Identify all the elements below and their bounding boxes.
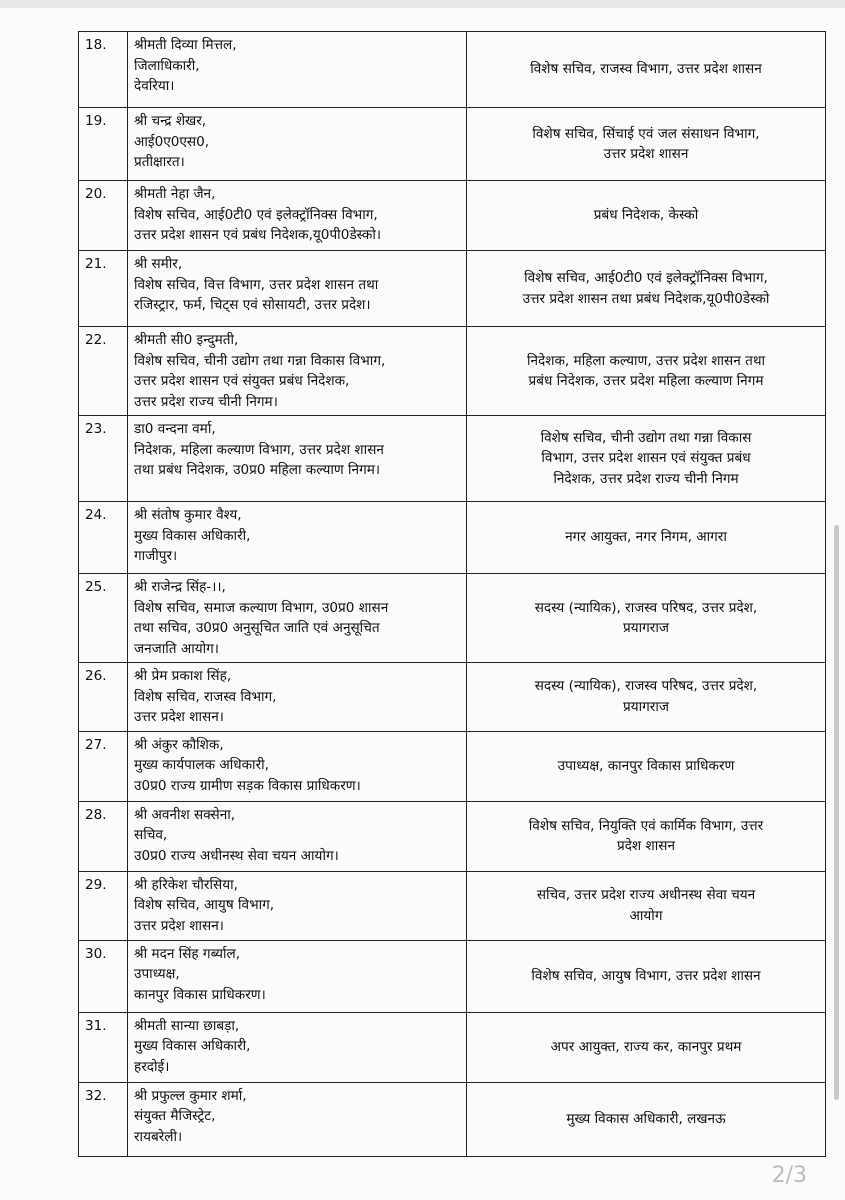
table-row xyxy=(79,108,826,181)
new-posting xyxy=(467,940,826,1012)
officer-line: विशेष सचिव, समाज कल्याण विभाग, उ0प्र0 शासन xyxy=(134,599,389,616)
officer-line: विशेष सचिव, राजस्व विभाग, xyxy=(134,688,277,705)
table-row xyxy=(79,1082,826,1156)
posting-line: विशेष सचिव, आई0टी0 एवं इलेक्ट्रॉनिक्स विभाग, xyxy=(524,270,768,286)
new-posting xyxy=(467,502,826,574)
page-indicator: 2/3 xyxy=(771,1163,807,1188)
serial-number: 30. xyxy=(79,940,128,1012)
officer-line: उ0प्र0 राज्य ग्रामीण सड़क विकास प्राधिकरण। xyxy=(134,777,361,794)
posting-line: निदेशक, महिला कल्याण, उत्तर प्रदेश शासन तथा xyxy=(526,352,766,369)
officer-current-posting xyxy=(128,502,467,574)
officer-line: श्री हरिकेश चौरसिया, xyxy=(134,876,238,893)
posting-line: प्रयागराज xyxy=(623,620,669,636)
posting-line: उपाध्यक्ष, कानपुर विकास प्राधिकरण xyxy=(557,757,735,774)
officer-line: उत्तर प्रदेश शासन। xyxy=(134,917,224,934)
table-row xyxy=(79,940,826,1012)
officer-line: श्री राजेन्द्र सिंह-।।, xyxy=(134,579,226,595)
officer-line: हरदोई। xyxy=(134,1058,170,1075)
serial-number: 24. xyxy=(79,502,128,574)
posting-line: नगर आयुक्त, नगर निगम, आगरा xyxy=(565,529,727,546)
officer-line: उत्तर प्रदेश शासन एवं संयुक्त प्रबंध निदेशक, xyxy=(134,373,350,389)
officer-line: रजिस्ट्रार, फर्म, चिट्स एवं सोसायटी, उत्तर प्रदेश। xyxy=(134,297,371,313)
serial-number: 18. xyxy=(79,32,128,108)
transfer-table xyxy=(78,31,826,1157)
serial-number: 22. xyxy=(79,327,128,416)
officer-line: श्रीमती सी0 इन्दुमती, xyxy=(134,332,239,348)
officer-line: श्री समीर, xyxy=(134,256,183,272)
new-posting xyxy=(467,32,826,108)
serial-number: 28. xyxy=(79,801,128,871)
serial-number: 27. xyxy=(79,731,128,801)
table-row xyxy=(79,663,826,732)
officer-line: तथा प्रबंध निदेशक, उ0प्र0 महिला कल्याण निगम। xyxy=(134,462,380,478)
posting-line: प्रबंध निदेशक, उत्तर प्रदेश महिला कल्याण निगम xyxy=(528,373,764,389)
officer-line: मुख्य विकास अधिकारी, xyxy=(134,527,251,544)
officer-line: डा0 वन्दना वर्मा, xyxy=(134,421,216,437)
posting-line: विशेष सचिव, राजस्व विभाग, उत्तर प्रदेश शासन xyxy=(530,61,762,78)
serial-number: 21. xyxy=(79,251,128,327)
posting-line: आयोग xyxy=(629,907,663,924)
new-posting xyxy=(467,731,826,801)
new-posting xyxy=(467,327,826,416)
officer-line: श्रीमती दिव्या मित्तल, xyxy=(134,37,237,53)
officer-line: जनजाति आयोग। xyxy=(134,640,219,657)
officer-line: सचिव, xyxy=(134,827,168,843)
officer-line: श्री चन्द्र शेखर, xyxy=(134,113,207,129)
officer-line: गाजीपुर। xyxy=(134,548,178,564)
posting-line: विशेष सचिव, नियुक्ति एवं कार्मिक विभाग, उत्तर xyxy=(528,817,764,834)
officer-line: उत्तर प्रदेश राज्य चीनी निगम। xyxy=(134,393,278,410)
officer-current-posting xyxy=(128,251,467,327)
table-row xyxy=(79,251,826,327)
table-row xyxy=(79,416,826,502)
officer-line: रायबरेली। xyxy=(134,1128,183,1145)
officer-line: उ0प्र0 राज्य अधीनस्थ सेवा चयन आयोग। xyxy=(134,847,339,864)
new-posting xyxy=(467,574,826,663)
officer-current-posting xyxy=(128,801,467,871)
serial-number: 31. xyxy=(79,1012,128,1082)
officer-line: श्री प्रफुल्ल कुमार शर्मा, xyxy=(134,1087,247,1104)
table-row xyxy=(79,181,826,251)
scrollbar[interactable] xyxy=(834,525,839,1100)
officer-line: श्री मदन सिंह गर्ब्याल, xyxy=(134,945,241,962)
new-posting xyxy=(467,663,826,732)
posting-line: सदस्य (न्यायिक), राजस्व परिषद, उत्तर प्रदेश, xyxy=(534,678,758,695)
officer-line: निदेशक, महिला कल्याण विभाग, उत्तर प्रदेश शासन xyxy=(134,441,384,458)
officer-line: श्री अंकुर कौशिक, xyxy=(134,736,224,753)
table-row xyxy=(79,502,826,574)
table-row xyxy=(79,801,826,871)
new-posting xyxy=(467,1012,826,1082)
officer-current-posting xyxy=(128,663,467,732)
officer-line: श्री संतोष कुमार वैश्य, xyxy=(134,507,242,523)
officer-current-posting xyxy=(128,871,467,940)
officer-line: मुख्य विकास अधिकारी, xyxy=(134,1038,251,1054)
posting-line: प्रयागराज xyxy=(623,698,669,715)
posting-line: मुख्य विकास अधिकारी, लखनऊ xyxy=(566,1110,726,1127)
serial-number: 32. xyxy=(79,1082,128,1156)
posting-line: विशेष सचिव, चीनी उद्योग तथा गन्ना विकास xyxy=(540,429,752,446)
officer-line: विशेष सचिव, आई0टी0 एवं इलेक्ट्रॉनिक्स विभाग, xyxy=(134,206,378,223)
officer-current-posting xyxy=(128,181,467,251)
posting-line: विशेष सचिव, आयुष विभाग, उत्तर प्रदेश शासन xyxy=(531,967,761,984)
officer-current-posting xyxy=(128,1012,467,1082)
officer-line: संयुक्त मैजिस्ट्रेट, xyxy=(134,1108,216,1124)
table-row xyxy=(79,32,826,108)
serial-number: 19. xyxy=(79,108,128,181)
serial-number: 20. xyxy=(79,181,128,251)
officer-line: उत्तर प्रदेश शासन। xyxy=(134,709,224,725)
new-posting xyxy=(467,108,826,181)
officer-line: विशेष सचिव, चीनी उद्योग तथा गन्ना विकास विभाग, xyxy=(134,352,386,369)
officer-current-posting xyxy=(128,416,467,502)
serial-number: 26. xyxy=(79,663,128,732)
officer-current-posting xyxy=(128,731,467,801)
officer-line: आई0ए0एस0, xyxy=(134,133,210,150)
officer-line: मुख्य कार्यपालक अधिकारी, xyxy=(134,757,269,773)
officer-line: प्रतीक्षारत। xyxy=(134,154,185,170)
posting-line: उत्तर प्रदेश शासन तथा प्रबंध निदेशक,यू0पी0डेस्को xyxy=(522,290,770,307)
officer-current-posting xyxy=(128,940,467,1012)
new-posting xyxy=(467,181,826,251)
officer-line: श्री अवनीश सक्सेना, xyxy=(134,806,236,823)
new-posting xyxy=(467,251,826,327)
officer-line: विशेष सचिव, आयुष विभाग, xyxy=(134,897,275,913)
posting-line: अपर आयुक्त, राज्य कर, कानपुर प्रथम xyxy=(550,1038,742,1055)
new-posting xyxy=(467,416,826,502)
top-edge xyxy=(0,0,845,8)
officer-line: जिलाधिकारी, xyxy=(134,57,200,74)
officer-current-posting xyxy=(128,32,467,108)
officer-current-posting xyxy=(128,327,467,416)
posting-line: प्रदेश शासन xyxy=(616,838,676,854)
officer-current-posting xyxy=(128,574,467,663)
serial-number: 29. xyxy=(79,871,128,940)
officer-current-posting xyxy=(128,1082,467,1156)
officer-current-posting xyxy=(128,108,467,181)
posting-line: विशेष सचिव, सिंचाई एवं जल संसाधन विभाग, xyxy=(532,125,760,142)
table-row xyxy=(79,871,826,940)
officer-line: श्री प्रेम प्रकाश सिंह, xyxy=(134,668,232,684)
posting-line: निदेशक, उत्तर प्रदेश राज्य चीनी निगम xyxy=(553,470,739,487)
table-row xyxy=(79,731,826,801)
posting-line: सदस्य (न्यायिक), राजस्व परिषद, उत्तर प्रदेश, xyxy=(534,599,758,616)
new-posting xyxy=(467,871,826,940)
new-posting xyxy=(467,1082,826,1156)
officer-line: उत्तर प्रदेश शासन एवं प्रबंध निदेशक,यू0पी0डेस्को। xyxy=(134,227,382,243)
posting-line: सचिव, उत्तर प्रदेश राज्य अधीनस्थ सेवा चयन xyxy=(536,887,756,903)
officer-line: देवरिया। xyxy=(134,78,175,94)
table-row xyxy=(79,1012,826,1082)
posting-line: उत्तर प्रदेश शासन xyxy=(603,146,689,162)
officer-line: कानपुर विकास प्राधिकरण। xyxy=(134,986,266,1003)
serial-number: 25. xyxy=(79,574,128,663)
new-posting xyxy=(467,801,826,871)
officer-line: श्रीमती नेहा जैन, xyxy=(134,186,216,202)
posting-line: विभाग, उत्तर प्रदेश शासन एवं संयुक्त प्रबंध xyxy=(541,450,751,467)
officer-line: विशेष सचिव, वित्त विभाग, उत्तर प्रदेश शासन तथा xyxy=(134,276,379,293)
table-row xyxy=(79,327,826,416)
serial-number: 23. xyxy=(79,416,128,502)
officer-line: श्रीमती सान्या छाबड़ा, xyxy=(134,1017,240,1034)
officer-line: तथा सचिव, उ0प्र0 अनुसूचित जाति एवं अनुसूचित xyxy=(134,620,380,636)
transfer-table-body xyxy=(79,32,826,1157)
posting-line: प्रबंध निदेशक, केस्को xyxy=(593,207,699,224)
table-row xyxy=(79,574,826,663)
officer-line: उपाध्यक्ष, xyxy=(134,966,180,982)
